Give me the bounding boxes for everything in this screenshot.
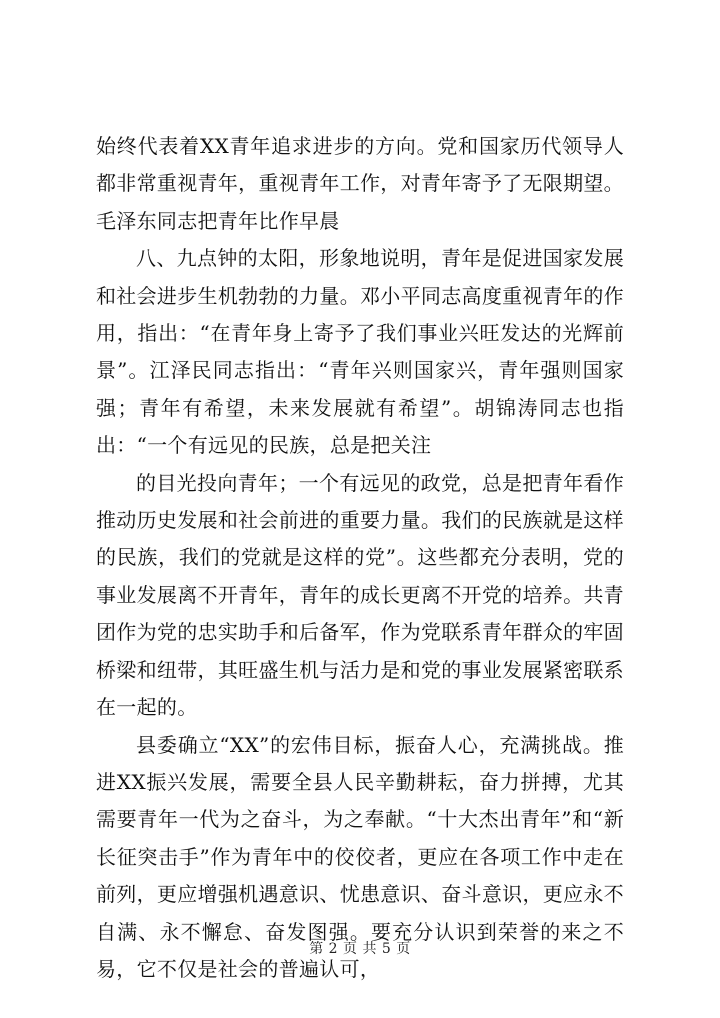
- paragraph-4: 县委确立“XX”的宏伟目标，振奋人心，充满挑战。推进XX振兴发展，需要全县人民辛勤耕耘，奋力拼搏，尤其需要青年一代为之奋斗，为之奉献。“十大杰出青年”和“新长征突击手”作为青年中的佼佼者，更应在各项工作中走在前列，更应增强机遇意识、忧患意识、奋斗意识，更应永不自满、永不懈怠、奋发图强。要充分认识到荣誉的来之不易，它不仅是社会的普遍认可，: [96, 732, 624, 981]
- body-text: [96, 128, 624, 988]
- page-number-footer: 第 2 页 共 5 页: [309, 941, 411, 957]
- paragraph-1: 始终代表着XX青年追求进步的方向。党和国家历代领导人都非常重视青年，重视青年工作，对青年寄予了无限期望。毛泽东同志把青年比作早晨: [96, 134, 624, 233]
- paragraph-2: 八、九点钟的太阳，形象地说明，青年是促进国家发展和社会进步生机勃勃的力量。邓小平同志高度重视青年的作用，指出：“在青年身上寄予了我们事业兴旺发达的光辉前景”。江泽民同志指出：“青年兴则国家兴，青年强则国家强；青年有希望，未来发展就有希望”。胡锦涛同志也指出：“一个有远见的民族，总是把关注: [96, 246, 624, 458]
- paragraph-3: 的目光投向青年；一个有远见的政党，总是把青年看作推动历史发展和社会前进的重要力量。我们的民族就是这样的民族，我们的党就是这样的党”。这些都充分表明，党的事业发展离不开青年，青年的成长更离不开党的培养。共青团作为党的忠实助手和后备军，作为党联系青年群众的牢固桥梁和纽带，其旺盛生机与活力是和党的事业发展紧密联系在一起的。: [96, 470, 624, 720]
